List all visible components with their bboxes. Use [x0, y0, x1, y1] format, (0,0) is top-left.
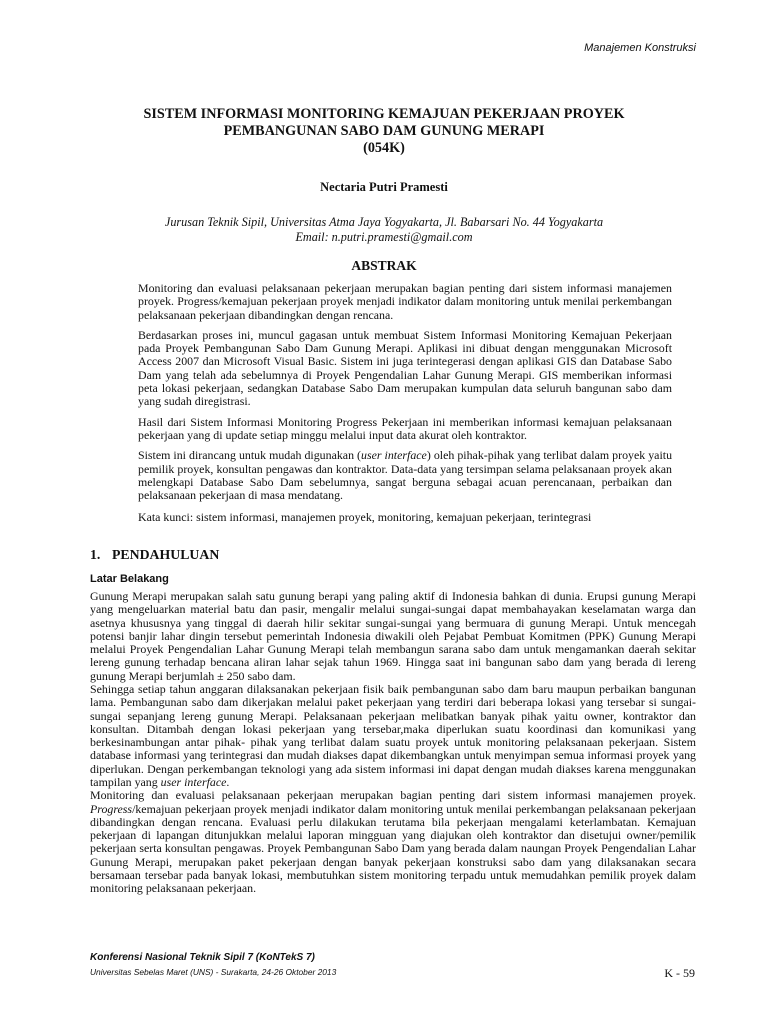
paper-title: [90, 106, 678, 157]
affiliation-block: [90, 215, 678, 245]
author-name: Nectaria Putri Pramesti: [320, 180, 448, 194]
abstract-paragraph-4: [138, 449, 672, 502]
abstract-p4-text-a: Sistem ini dirancang untuk mudah digunakan (: [138, 448, 362, 463]
footer-conference: Konferensi Nasional Teknik Sipil 7 (KoNTekS 7): [90, 952, 315, 963]
abstract-paragraph-3: Hasil dari Sistem Informasi Monitoring Progress Pekerjaan ini memberikan informasi kemajuan pelaksanaan pekerjaan yang di update setiap minggu melalui input data akurat oleh kontraktor.: [138, 414, 672, 442]
affiliation: Jurusan Teknik Sipil, Universitas Atma Jaya Yogyakarta, Jl. Babarsari No. 44 Yogyakarta: [164, 215, 604, 229]
abstract-paragraph-1: Monitoring dan evaluasi pelaksanaan pekerjaan merupakan bagian penting dari sistem informasi manajemen proyek. Progress/kemajuan pekerjaan proyek menjadi indikator dalam monitoring untuk menilai perkembangan pelaksanaan pekerjaan dibandingkan dengan rencana.: [138, 281, 672, 322]
body-p3-text-a: Monitoring dan evaluasi pelaksanaan pekerjaan merupakan bagian penting dari sistem informasi manajemen proyek.: [90, 788, 696, 803]
body-p2-text-b: .: [226, 774, 230, 789]
footer-venue: Universitas Sebelas Maret (UNS) - Surakarta, 24-26 Oktober 2013: [90, 967, 337, 977]
body-paragraph-1: Gunung Merapi merupakan salah satu gunung berapi yang paling aktif di Indonesia bahkan di dunia. Erupsi gunung Merapi yang mengeluarkan material batu dan pasir, mengalir melalui sungai-sungai dapat membahayakan keselamatan warga dan asetnya khususnya yang tinggal di daerah hilir sekitar sungai-sungai yang bermuara di gunung Merapi. Untuk mencegah potensi banjir lahar dingin tersebut pemerintah Indonesia diwakili oleh Pejabat Pembuat Komitmen (PPK) Gunung Merapi melalui Proyek Pengendalian Lahar Gunung Merapi telah membangun sarana sabo dam untuk mengamankan daerah sekitar lereng gunung terhadap bencana aliran lahar sejak tahun 1969. Hingga saat ini bangunan sabo dam yang berada di lereng gunung Merapi berjumlah ± 250 sabo dam.: [90, 589, 696, 683]
email: Email: n.putri.pramesti@gmail.com: [295, 230, 473, 244]
body-p2-text-a: Sehingga setiap tahun anggaran dilaksanakan pekerjaan fisik baik pembangunan sabo dam baru maupun perbaikan bangunan lama. Pembangunan sabo dam dikerjakan melalui paket pekerjaan yang terdiri dari beberapa lokasi yang tersebar si sungai-sungai sepanjang lereng gunung Merapi. Pelaksanaan pekerjaan melibatkan banyak pihak yaitu owner, kontraktor dan konsultan. Ditambah dengan lokasi pekerjaan yang tersebar,maka diperlukan suatu koordinasi dan komunikasi yang berkesinambungan antar pihak- pihak yang terlibat dalam suatu proyek untuk monitoring pelaksanaan pekerjaan. Sistem database informasi yang terintegrasi dan mudah diakses dapat dikembangkan untuk menyimpan semua informasi proyek yang diperlukan. Dengan perkembangan teknologi yang ada sistem informasi ini dapat dengan mudah diakses karena menggunakan tampilan yang: [90, 681, 696, 789]
body-p3-emphasis: Progress: [90, 801, 133, 816]
subsection-heading: Latar Belakang: [90, 573, 169, 585]
section-number: 1.: [90, 547, 101, 562]
body-p3-text-b: /kemajuan pekerjaan proyek menjadi indikator dalam monitoring untuk menilai perkembangan pelaksanaan pekerjaan dibandingkan dengan rencana. Evaluasi perlu dilakukan terutama bila pekerjaan mengalami keterlambatan. Kemajuan pekerjaan di lapangan ditunjukkan melalui laporan mingguan yang diajukan oleh kontraktor dan disetujui owner/pemilik pekerjaan serta konsultan pengawas. Proyek Pembangunan Sabo Dam yang berada dalam naungan Proyek Pengendalian Lahar Gunung Merapi, merupakan paket pekerjaan dengan banyak pekerjaan konstruksi sabo dam yang dilaksanakan secara bersamaan tersebar pada banyak lokasi, membutuhkan sistem monitoring terpadu untuk memudahkan pemilik proyek dalam monitoring pelaksanaan pekerjaan.: [90, 801, 696, 896]
body-paragraph-3: [90, 789, 696, 895]
body-paragraph-2: [90, 683, 696, 789]
title-line-1: SISTEM INFORMASI MONITORING KEMAJUAN PEKERJAAN PROYEK: [143, 106, 625, 122]
body-p2-emphasis: user interface: [160, 774, 227, 789]
body-text: [90, 590, 696, 895]
paper-code: (054K): [363, 140, 405, 156]
abstract-p4-text-b: ) oleh pihak-pihak yang terlibat dalam proyek yaitu pemilik proyek, konsultan pengawas dan kontraktor. Data-data yang tersimpan selama pelaksanaan proyek akan melengkapi Database Sabo Dam sebelumnya, sangat berguna sebagai acuan perencanaan, perbaikan dan pelaksanaan pekerjaan di masa mendatang.: [138, 448, 673, 503]
section-heading: [90, 547, 219, 563]
page-number: K - 59: [664, 966, 695, 980]
abstract-body: [138, 282, 672, 532]
abstract-paragraph-2: Berdasarkan proses ini, muncul gagasan untuk membuat Sistem Informasi Monitoring Kemajuan Pekerjaan pada Proyek Pembangunan Sabo Dam Gunung Merapi. Aplikasi ini dibuat dengan menggunakan Microsoft Access 2007 dan Microsoft Visual Basic. Sistem ini juga terintegerasi dengan aplikasi GIS dan Database Sabo Dam yang telah ada sebelumnya di Proyek Pengendalian Lahar Gunung Merapi. GIS memberikan informasi peta lokasi pekerjaan, sedangkan Database Sabo Dam merupakan kumpulan data seluruh bangunan sabo dam yang sudah diregistrasi.: [138, 327, 672, 409]
running-header: Manajemen Konstruksi: [584, 42, 696, 54]
abstract-heading: ABSTRAK: [351, 258, 417, 273]
abstract-p4-emphasis: user interface: [361, 448, 427, 463]
keywords: Kata kunci: sistem informasi, manajemen proyek, monitoring, kemajuan pekerjaan, terintegrasi: [138, 510, 592, 525]
title-line-2: PEMBANGUNAN SABO DAM GUNUNG MERAPI: [223, 123, 545, 139]
section-title: PENDAHULUAN: [112, 547, 220, 562]
